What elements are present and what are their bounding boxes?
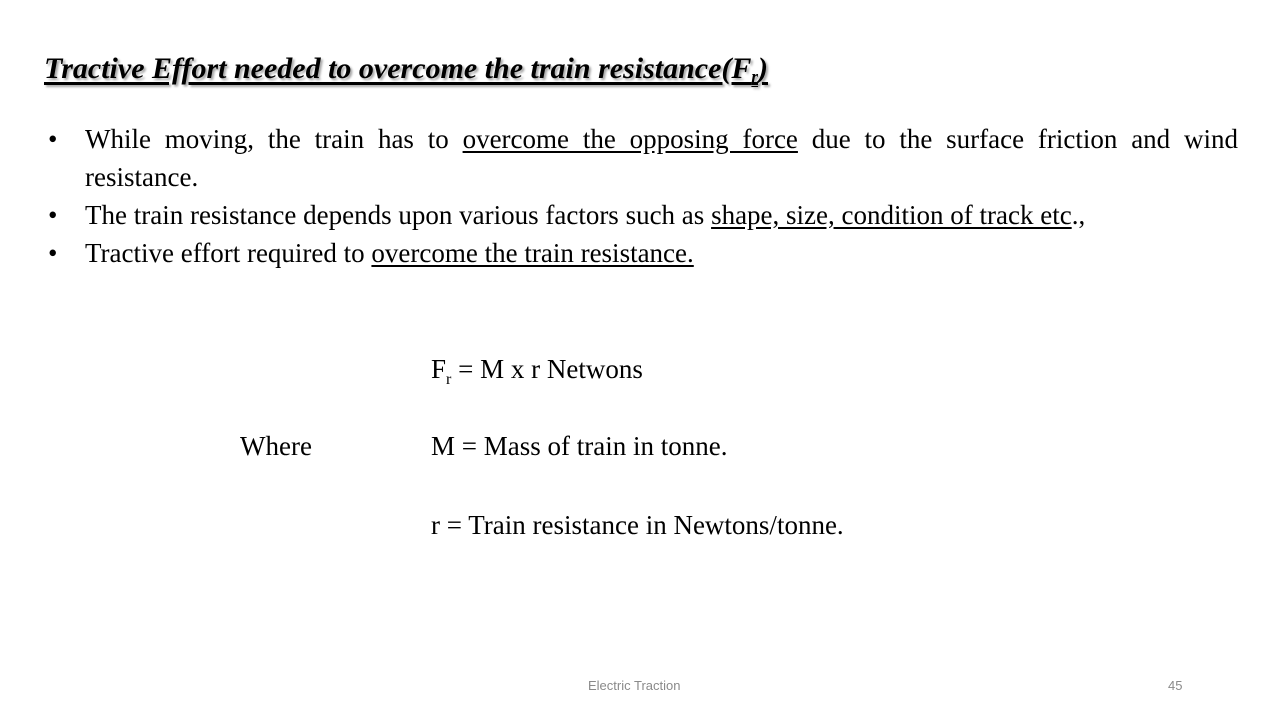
title-close-paren: ) <box>758 52 769 85</box>
bullet-list <box>48 120 1238 272</box>
formula-lhs: F <box>431 354 447 384</box>
bullet-text: The train resistance depends upon various factors such as <box>85 200 712 230</box>
bullet-underlined-text: overcome the opposing force <box>462 124 798 154</box>
bullet-item <box>48 120 1238 196</box>
definition-mass: M = Mass of train in tonne. <box>431 431 728 461</box>
formula <box>431 352 643 397</box>
formula-rhs: = M x r Netwons <box>451 354 643 384</box>
bullet-text: Tractive effort required to <box>85 238 372 268</box>
bullet-glyph: • <box>48 124 58 154</box>
bullet-item <box>48 234 1238 272</box>
footer-title: Electric Traction <box>588 678 681 693</box>
bullet-underlined-text: overcome the train resistance. <box>371 238 694 268</box>
bullet-glyph: • <box>48 200 58 230</box>
where-label: Where <box>240 431 312 461</box>
page-number: 45 <box>1168 678 1183 693</box>
bullet-text: due to the surface friction and wind resistance. <box>85 124 1238 192</box>
bullet-text: While moving, the train has to <box>85 124 463 154</box>
definition-resistance: r = Train resistance in Newtons/tonne. <box>431 510 844 540</box>
bullet-item <box>48 196 1238 234</box>
formula-subscript: r <box>446 371 452 388</box>
bullet-underlined-text: shape, size, condition of track etc <box>711 200 1072 230</box>
title-subscript: r <box>751 67 759 86</box>
slide-title <box>44 52 768 87</box>
bullet-glyph: • <box>48 238 58 268</box>
bullet-text: ., <box>1071 200 1086 230</box>
title-text: Tractive Effort needed to overcome the train resistance(F <box>44 52 752 85</box>
